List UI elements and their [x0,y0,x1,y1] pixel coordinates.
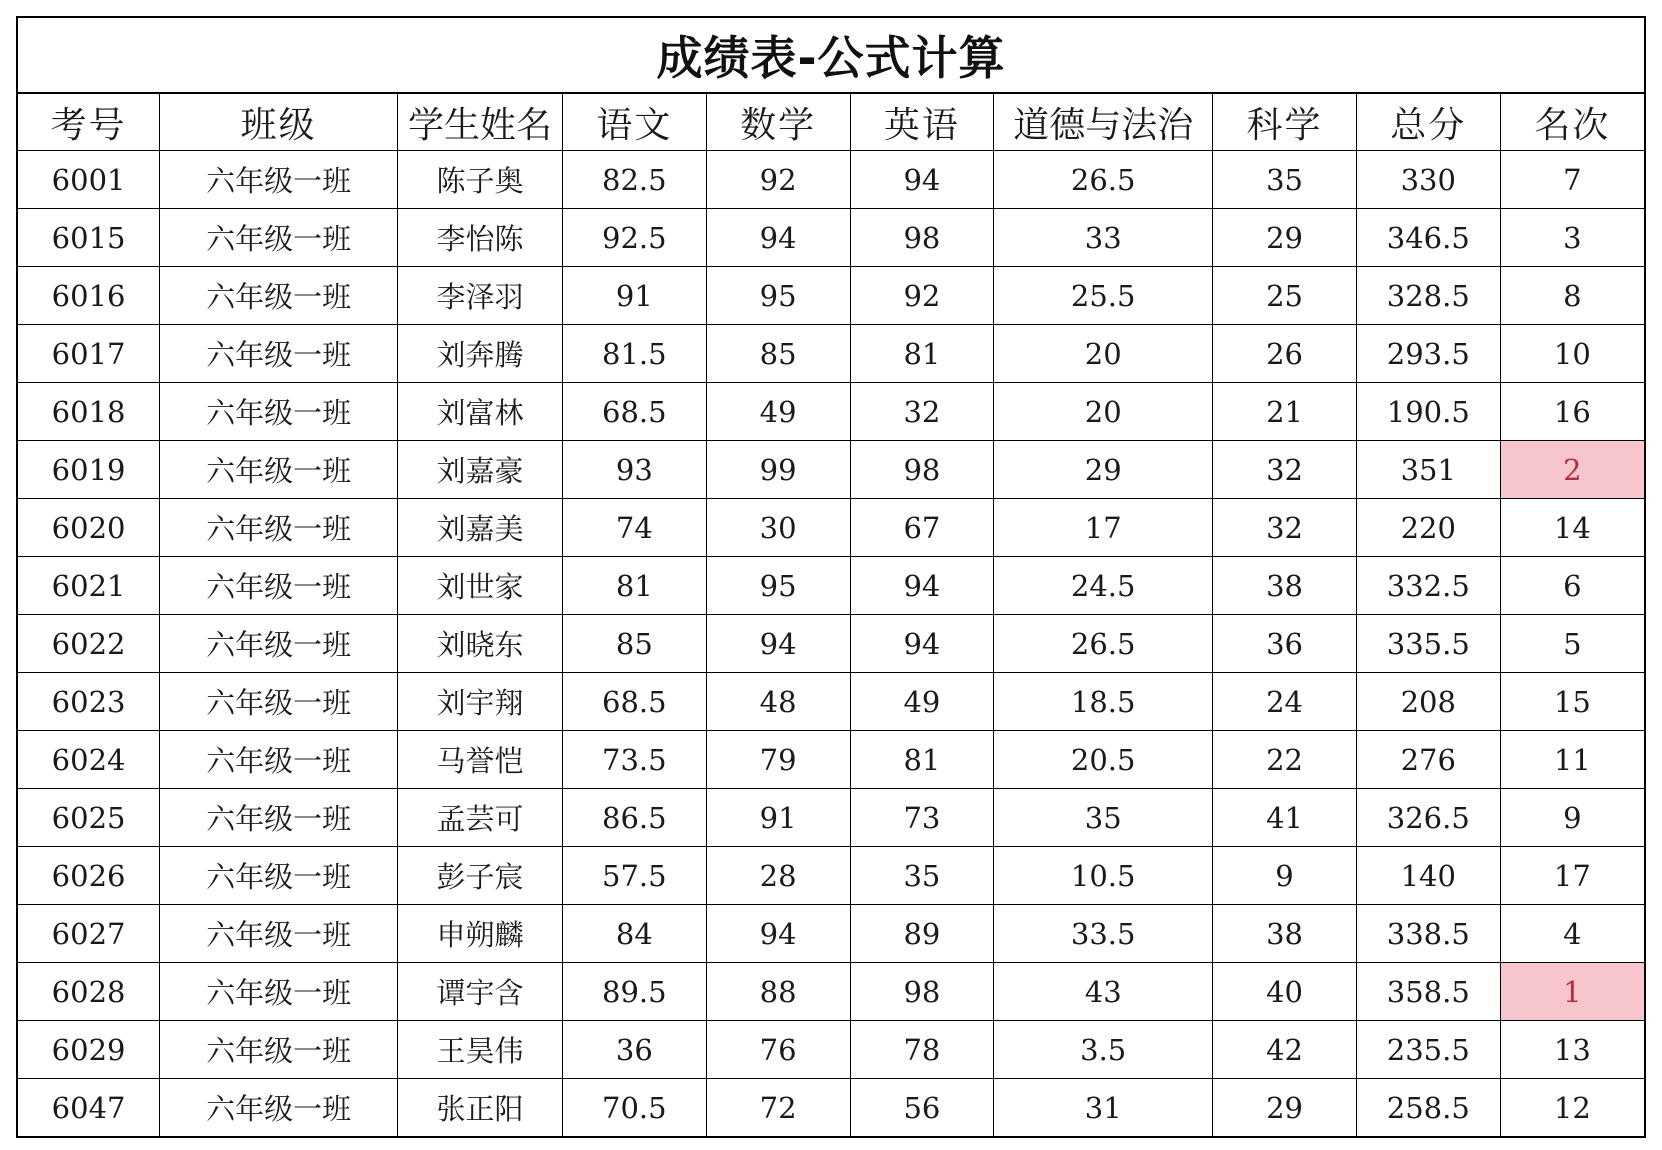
student-name-cell: 马誉恺 [398,731,563,789]
math-score-cell: 30 [706,499,850,557]
math-score-cell: 28 [706,847,850,905]
english-score-cell: 35 [850,847,994,905]
table-row [18,383,1644,441]
header-total: 总分 [1356,94,1500,151]
exam-id-cell: 6016 [18,267,160,325]
student-name-cell: 张正阳 [398,1079,563,1137]
table-row [18,267,1644,325]
chinese-score-cell: 74 [562,499,706,557]
header-class: 班级 [160,94,398,151]
student-name-cell: 刘宇翔 [398,673,563,731]
math-score-cell: 92 [706,151,850,209]
science-score-cell: 26 [1213,325,1357,383]
total-score-cell: 346.5 [1356,209,1500,267]
table-row [18,499,1644,557]
total-score-cell: 258.5 [1356,1079,1500,1137]
english-score-cell: 98 [850,441,994,499]
table-row [18,789,1644,847]
math-score-cell: 49 [706,383,850,441]
header-student-name: 学生姓名 [398,94,563,151]
rank-cell: 12 [1500,1079,1644,1137]
class-cell: 六年级一班 [160,673,398,731]
english-score-cell: 78 [850,1021,994,1079]
student-name-cell: 刘世家 [398,557,563,615]
science-score-cell: 21 [1213,383,1357,441]
student-name-cell: 谭宇含 [398,963,563,1021]
math-score-cell: 48 [706,673,850,731]
rank-cell: 17 [1500,847,1644,905]
morality-score-cell: 31 [994,1079,1213,1137]
total-score-cell: 326.5 [1356,789,1500,847]
rank-cell: 4 [1500,905,1644,963]
morality-score-cell: 20.5 [994,731,1213,789]
morality-score-cell: 20 [994,325,1213,383]
math-score-cell: 88 [706,963,850,1021]
class-cell: 六年级一班 [160,557,398,615]
chinese-score-cell: 73.5 [562,731,706,789]
math-score-cell: 94 [706,905,850,963]
table-row [18,731,1644,789]
chinese-score-cell: 68.5 [562,673,706,731]
total-score-cell: 351 [1356,441,1500,499]
exam-id-cell: 6001 [18,151,160,209]
student-name-cell: 彭子宸 [398,847,563,905]
student-name-cell: 王昊伟 [398,1021,563,1079]
english-score-cell: 81 [850,731,994,789]
class-cell: 六年级一班 [160,441,398,499]
rank-cell: 16 [1500,383,1644,441]
total-score-cell: 276 [1356,731,1500,789]
exam-id-cell: 6023 [18,673,160,731]
morality-score-cell: 17 [994,499,1213,557]
header-science: 科学 [1213,94,1357,151]
total-score-cell: 328.5 [1356,267,1500,325]
student-name-cell: 刘晓东 [398,615,563,673]
morality-score-cell: 26.5 [994,151,1213,209]
science-score-cell: 42 [1213,1021,1357,1079]
math-score-cell: 72 [706,1079,850,1137]
math-score-cell: 95 [706,557,850,615]
exam-id-cell: 6027 [18,905,160,963]
exam-id-cell: 6028 [18,963,160,1021]
rank-cell: 3 [1500,209,1644,267]
student-name-cell: 陈子奥 [398,151,563,209]
exam-id-cell: 6025 [18,789,160,847]
english-score-cell: 67 [850,499,994,557]
math-score-cell: 94 [706,209,850,267]
english-score-cell: 94 [850,557,994,615]
student-name-cell: 申朔麟 [398,905,563,963]
english-score-cell: 94 [850,615,994,673]
chinese-score-cell: 81 [562,557,706,615]
math-score-cell: 95 [706,267,850,325]
class-cell: 六年级一班 [160,963,398,1021]
student-name-cell: 刘奔腾 [398,325,563,383]
english-score-cell: 81 [850,325,994,383]
chinese-score-cell: 36 [562,1021,706,1079]
exam-id-cell: 6029 [18,1021,160,1079]
total-score-cell: 335.5 [1356,615,1500,673]
chinese-score-cell: 82.5 [562,151,706,209]
science-score-cell: 22 [1213,731,1357,789]
chinese-score-cell: 68.5 [562,383,706,441]
science-score-cell: 32 [1213,441,1357,499]
science-score-cell: 38 [1213,557,1357,615]
table-row [18,1079,1644,1137]
morality-score-cell: 24.5 [994,557,1213,615]
rank-cell: 14 [1500,499,1644,557]
morality-score-cell: 3.5 [994,1021,1213,1079]
class-cell: 六年级一班 [160,1079,398,1137]
exam-id-cell: 6019 [18,441,160,499]
student-name-cell: 刘嘉美 [398,499,563,557]
chinese-score-cell: 84 [562,905,706,963]
morality-score-cell: 10.5 [994,847,1213,905]
class-cell: 六年级一班 [160,731,398,789]
exam-id-cell: 6018 [18,383,160,441]
rank-cell: 8 [1500,267,1644,325]
morality-score-cell: 33 [994,209,1213,267]
english-score-cell: 73 [850,789,994,847]
english-score-cell: 49 [850,673,994,731]
header-english: 英语 [850,94,994,151]
total-score-cell: 235.5 [1356,1021,1500,1079]
table-row [18,673,1644,731]
morality-score-cell: 20 [994,383,1213,441]
table-row [18,325,1644,383]
table-row [18,209,1644,267]
student-name-cell: 刘富林 [398,383,563,441]
header-row [18,94,1644,151]
english-score-cell: 32 [850,383,994,441]
rank-cell: 15 [1500,673,1644,731]
student-name-cell: 孟芸可 [398,789,563,847]
class-cell: 六年级一班 [160,499,398,557]
chinese-score-cell: 93 [562,441,706,499]
morality-score-cell: 26.5 [994,615,1213,673]
header-chinese: 语文 [562,94,706,151]
class-cell: 六年级一班 [160,1021,398,1079]
math-score-cell: 85 [706,325,850,383]
class-cell: 六年级一班 [160,789,398,847]
science-score-cell: 41 [1213,789,1357,847]
chinese-score-cell: 85 [562,615,706,673]
total-score-cell: 190.5 [1356,383,1500,441]
class-cell: 六年级一班 [160,615,398,673]
science-score-cell: 29 [1213,1079,1357,1137]
rank-cell: 13 [1500,1021,1644,1079]
science-score-cell: 32 [1213,499,1357,557]
science-score-cell: 9 [1213,847,1357,905]
table-body [18,151,1644,1137]
english-score-cell: 56 [850,1079,994,1137]
rank-cell: 9 [1500,789,1644,847]
header-exam-id: 考号 [18,94,160,151]
science-score-cell: 24 [1213,673,1357,731]
chinese-score-cell: 92.5 [562,209,706,267]
rank-cell: 6 [1500,557,1644,615]
morality-score-cell: 33.5 [994,905,1213,963]
total-score-cell: 140 [1356,847,1500,905]
morality-score-cell: 25.5 [994,267,1213,325]
table-row [18,963,1644,1021]
exam-id-cell: 6017 [18,325,160,383]
english-score-cell: 92 [850,267,994,325]
class-cell: 六年级一班 [160,383,398,441]
total-score-cell: 208 [1356,673,1500,731]
sheet-title: 成绩表-公式计算 [18,18,1644,94]
rank-cell: 10 [1500,325,1644,383]
header-math: 数学 [706,94,850,151]
exam-id-cell: 6026 [18,847,160,905]
class-cell: 六年级一班 [160,267,398,325]
table-row [18,557,1644,615]
rank-cell: 7 [1500,151,1644,209]
total-score-cell: 330 [1356,151,1500,209]
total-score-cell: 220 [1356,499,1500,557]
student-name-cell: 李泽羽 [398,267,563,325]
class-cell: 六年级一班 [160,847,398,905]
science-score-cell: 35 [1213,151,1357,209]
morality-score-cell: 43 [994,963,1213,1021]
math-score-cell: 99 [706,441,850,499]
score-table [18,94,1644,1136]
score-sheet [16,16,1646,1138]
science-score-cell: 25 [1213,267,1357,325]
rank-cell: 11 [1500,731,1644,789]
table-row [18,151,1644,209]
science-score-cell: 36 [1213,615,1357,673]
rank-cell: 2 [1500,441,1644,499]
class-cell: 六年级一班 [160,905,398,963]
chinese-score-cell: 57.5 [562,847,706,905]
table-row [18,905,1644,963]
math-score-cell: 94 [706,615,850,673]
exam-id-cell: 6021 [18,557,160,615]
exam-id-cell: 6024 [18,731,160,789]
total-score-cell: 358.5 [1356,963,1500,1021]
english-score-cell: 89 [850,905,994,963]
total-score-cell: 332.5 [1356,557,1500,615]
class-cell: 六年级一班 [160,151,398,209]
exam-id-cell: 6015 [18,209,160,267]
chinese-score-cell: 91 [562,267,706,325]
class-cell: 六年级一班 [160,325,398,383]
student-name-cell: 刘嘉豪 [398,441,563,499]
chinese-score-cell: 89.5 [562,963,706,1021]
total-score-cell: 293.5 [1356,325,1500,383]
rank-cell: 1 [1500,963,1644,1021]
morality-score-cell: 18.5 [994,673,1213,731]
chinese-score-cell: 86.5 [562,789,706,847]
exam-id-cell: 6020 [18,499,160,557]
morality-score-cell: 29 [994,441,1213,499]
exam-id-cell: 6047 [18,1079,160,1137]
math-score-cell: 91 [706,789,850,847]
chinese-score-cell: 70.5 [562,1079,706,1137]
math-score-cell: 79 [706,731,850,789]
rank-cell: 5 [1500,615,1644,673]
science-score-cell: 40 [1213,963,1357,1021]
math-score-cell: 76 [706,1021,850,1079]
student-name-cell: 李怡陈 [398,209,563,267]
exam-id-cell: 6022 [18,615,160,673]
chinese-score-cell: 81.5 [562,325,706,383]
class-cell: 六年级一班 [160,209,398,267]
table-row [18,847,1644,905]
table-row [18,441,1644,499]
header-rank: 名次 [1500,94,1644,151]
table-row [18,1021,1644,1079]
english-score-cell: 98 [850,209,994,267]
header-morality: 道德与法治 [994,94,1213,151]
science-score-cell: 38 [1213,905,1357,963]
science-score-cell: 29 [1213,209,1357,267]
total-score-cell: 338.5 [1356,905,1500,963]
english-score-cell: 94 [850,151,994,209]
morality-score-cell: 35 [994,789,1213,847]
english-score-cell: 98 [850,963,994,1021]
table-row [18,615,1644,673]
